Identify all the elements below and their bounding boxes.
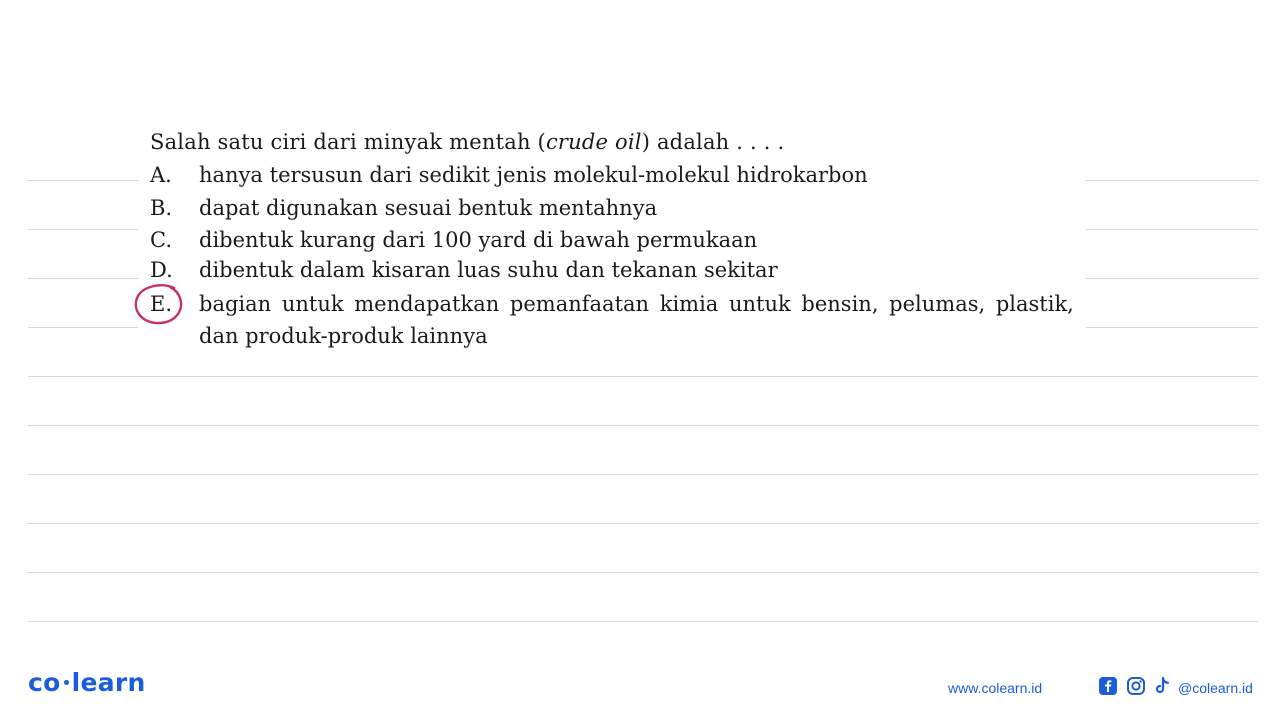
instagram-icon[interactable] [1126, 676, 1146, 696]
ruled-line [28, 474, 1258, 475]
option-text: dibentuk kurang dari 100 yard di bawah permukaan [199, 228, 758, 252]
facebook-icon[interactable] [1098, 676, 1118, 696]
option-e-continuation: dan produk-produk lainnya [199, 324, 488, 348]
option-a[interactable] [150, 159, 868, 191]
option-b[interactable] [150, 192, 657, 224]
option-letter: E. [150, 292, 173, 316]
option-text: dapat digunakan sesuai bentuk mentahnya [199, 196, 658, 220]
logo-dot [64, 680, 69, 685]
ruled-line [28, 229, 138, 230]
option-c[interactable] [150, 224, 757, 256]
ruled-line [28, 278, 138, 279]
option-letter: A. [150, 163, 172, 187]
social-handle[interactable]: @colearn.id [1178, 680, 1253, 696]
question-italic-term: crude oil [545, 130, 642, 154]
question-text: Salah satu ciri dari minyak mentah (crude oil) adalah . . . . [150, 130, 785, 154]
ruled-line [1086, 180, 1258, 181]
colearn-logo: co learn [28, 668, 146, 697]
option-e[interactable] [150, 288, 1074, 320]
ruled-line [28, 572, 1258, 573]
option-text: dibentuk dalam kisaran luas suhu dan tekanan sekitar [199, 258, 778, 282]
ruled-line [1086, 229, 1258, 230]
ruled-line [28, 425, 1258, 426]
option-text: hanya tersusun dari sedikit jenis molekul-molekul hidrokarbon [199, 163, 868, 187]
ruled-line [28, 180, 138, 181]
option-letter: D. [150, 258, 173, 282]
ruled-line [28, 523, 1258, 524]
ruled-line [1086, 278, 1258, 279]
option-letter: C. [150, 228, 172, 252]
tiktok-icon[interactable] [1152, 676, 1172, 696]
ruled-line [28, 327, 138, 328]
ruled-line [28, 621, 1258, 622]
website-link[interactable]: www.colearn.id [948, 680, 1043, 696]
ruled-line [28, 376, 1258, 377]
option-d[interactable] [150, 254, 778, 286]
option-letter: B. [150, 196, 173, 220]
ruled-line [1086, 327, 1258, 328]
option-text: bagian untuk mendapatkan pemanfaatan kimia untuk bensin, pelumas, plastik, [199, 292, 1074, 316]
